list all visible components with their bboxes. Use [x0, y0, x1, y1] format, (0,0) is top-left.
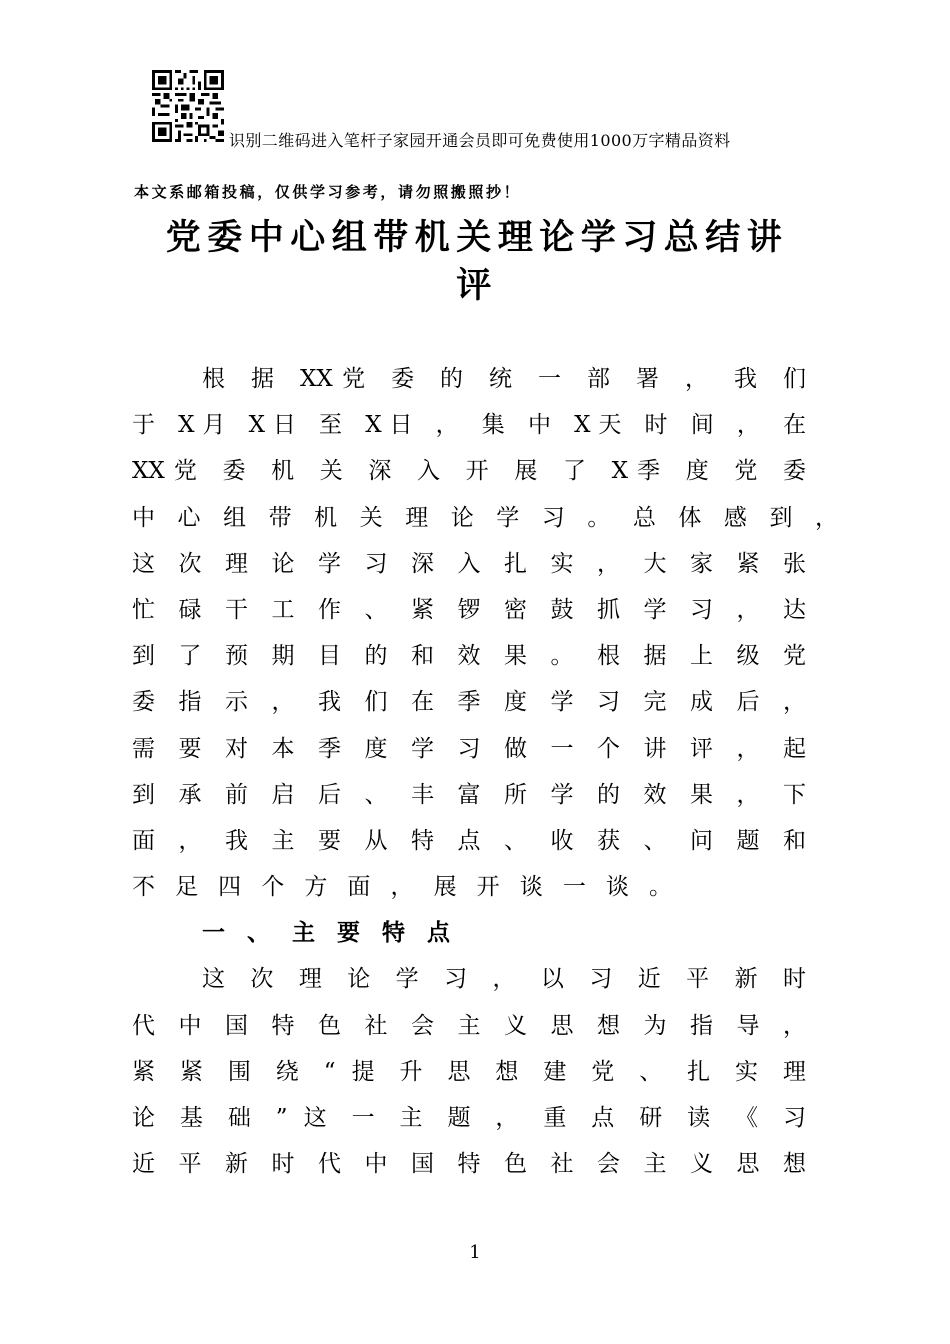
- paragraph-line: 到 了 预 期 目 的 和 效 果 。 根 据 上 级 党: [132, 643, 806, 670]
- paragraph-line: 近 平 新 时 代 中 国 特 色 社 会 主 义 思 想: [132, 1151, 806, 1178]
- paragraph-line: XX党 委 机 关 深 入 开 展 了 X季 度 党 委: [132, 458, 806, 485]
- paragraph-line: 面 ， 我 主 要 从 特 点 、 收 获 、 问 题 和: [132, 827, 806, 854]
- title-line-2: 评: [456, 265, 498, 306]
- paragraph-line: 论 基 础 ” 这 一 主 题 ， 重 点 研 读 《 习: [132, 1105, 806, 1131]
- paragraph-line: 不 足 四 个 方 面 ， 展 开 谈 一 谈 。: [132, 874, 672, 901]
- qr-code-icon: [152, 70, 224, 142]
- paragraph-line: 紧 紧 围 绕 “ 提 升 思 想 建 党 、 扎 实 理: [132, 1058, 806, 1085]
- paragraph-line: 忙 碌 干 工 作 、 紧 锣 密 鼓 抓 学 习 ， 达: [132, 596, 806, 623]
- section-heading: 一、主要特点: [202, 920, 472, 947]
- title-line-1: 党委中心组带机关理论学习总结讲: [165, 217, 789, 258]
- paragraph-line: 到 承 前 启 后 、 丰 富 所 学 的 效 果 ， 下: [132, 781, 806, 808]
- paragraph-line: 代 中 国 特 色 社 会 主 义 思 想 为 指 导 ，: [132, 1012, 806, 1039]
- paragraph-line: 根 据 XX党 委 的 统 一 部 署 ， 我 们: [202, 366, 806, 392]
- paragraph-line: 这 次 理 论 学 习 ， 以 习 近 平 新 时: [202, 966, 806, 993]
- qr-caption: 识别二维码进入笔杆子家园开通会员即可免费使用1000万字精品资料: [229, 131, 731, 150]
- page-number: 1: [469, 1242, 481, 1263]
- paragraph-line: 需 要 对 本 季 度 学 习 做 一 个 讲 评 ， 起: [132, 735, 806, 762]
- document-body: [132, 356, 838, 1187]
- paragraph-line: 委 指 示 ， 我 们 在 季 度 学 习 完 成 后 ，: [132, 689, 806, 716]
- paragraph-line: 于 X月 X日 至 X日 ， 集 中 X天 时 间 ， 在: [132, 412, 806, 439]
- paragraph-line: 中 心 组 带 机 关 理 论 学 习 。 总 体 感 到 ，: [132, 504, 838, 531]
- paragraph-line: 这 次 理 论 学 习 深 入 扎 实 ， 大 家 紧 张: [132, 550, 806, 577]
- page-title: [132, 214, 822, 310]
- submission-notice: 本文系邮箱投稿，仅供学习参考，请勿照搬照抄！: [134, 183, 522, 201]
